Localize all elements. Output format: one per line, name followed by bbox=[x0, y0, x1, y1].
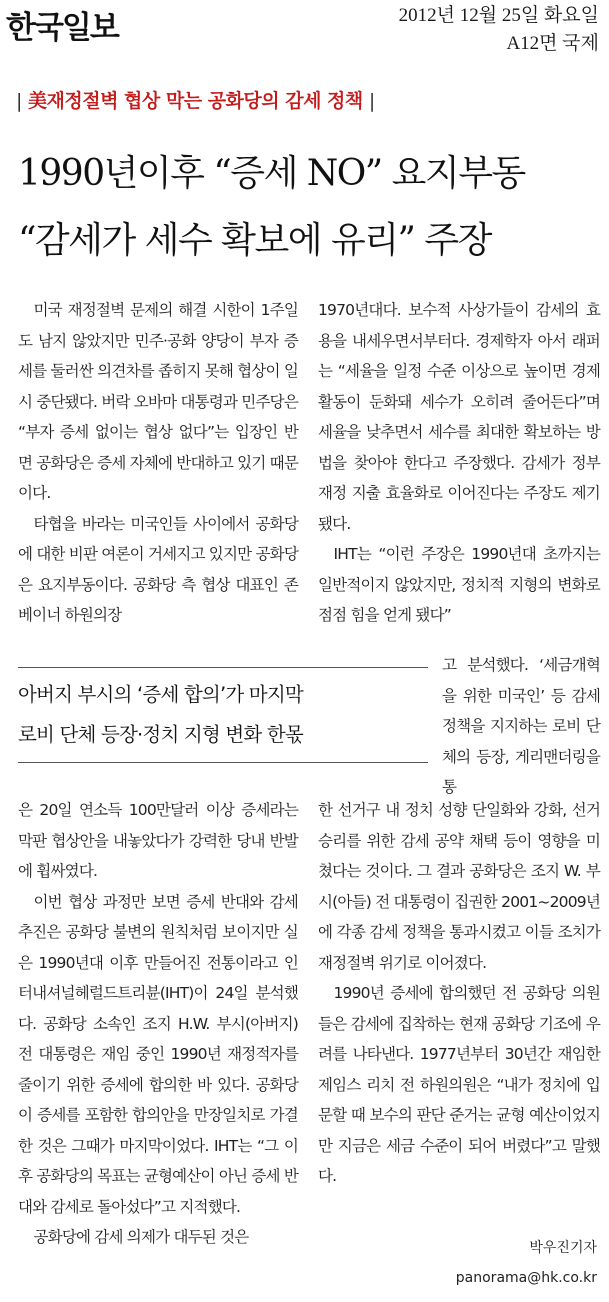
publication-date: 2012년 12월 25일 화요일 bbox=[398, 5, 599, 26]
byline bbox=[456, 1233, 597, 1293]
subhead-top-rule bbox=[18, 667, 428, 668]
article-column-2-bottom bbox=[318, 795, 600, 1192]
kicker-bar-right: | bbox=[368, 90, 375, 112]
subhead-line-2: 로비 단체 등장·정치 지형 변화 한몫 bbox=[18, 723, 303, 746]
kicker-text: 美재정절벽 협상 막는 공화당의 감세 정책 bbox=[28, 90, 363, 112]
subhead-bottom-rule bbox=[18, 762, 428, 763]
kicker bbox=[16, 86, 516, 113]
newspaper-logo: 한국일보 bbox=[6, 10, 118, 46]
page-section: A12면 국제 bbox=[506, 33, 599, 54]
kicker-bar-left: | bbox=[16, 90, 22, 112]
masthead bbox=[0, 0, 609, 62]
paragraph: 한 선거구 내 정치 성향 단일화와 강화, 선거 승리를 위한 감세 공약 채택 등이 영향을 미쳤다는 것이다. 그 결과 공화당은 조지 W. 부시(아들) 전 대통령이 집권한 2001~2009년에 각종 감세 정책을 통과시켰고 이들 조치가 재정절벽 위기로 이어졌다. bbox=[318, 801, 600, 972]
paragraph: 1990년 증세에 합의했던 전 공화당 의원들은 감세에 집착하는 현재 공화당 기조에 우려를 나타낸다. 1977년부터 30년간 재임한 제임스 리치 전 하원의원은 “내가 정치에 입문할 때 보수의 판단 준거는 균형 예산이었지만 지금은 세금 수준이 되어 버렸다”고 말했다. bbox=[318, 984, 600, 1185]
reporter-name: 박우진기자 bbox=[529, 1240, 597, 1256]
reporter-email: panorama@hk.co.kr bbox=[455, 1270, 597, 1286]
article-column-2-top bbox=[318, 295, 600, 631]
paragraph: 고 분석했다. ‘세금개혁을 위한 미국인’ 등 감세 정책을 지지하는 로비 단체의 등장, 게리맨더링을 통 bbox=[442, 656, 600, 796]
article-column-2-narrow bbox=[442, 650, 600, 803]
paragraph: IHT는 “이런 주장은 1990년대 초까지는 일반적이지 않았지만, 정치적 지형의 변화로 점점 힘을 얻게 됐다” bbox=[318, 545, 600, 624]
subheadline bbox=[18, 675, 428, 755]
paragraph: 타협을 바라는 미국인들 사이에서 공화당에 대한 비판 여론이 거세지고 있지만 공화당은 요지부동이다. 공화당 측 협상 대표인 존 베이너 하원의장 bbox=[18, 514, 298, 624]
article-column-1-bottom bbox=[18, 795, 298, 1253]
headline-line-1: 1990년이후 “증세 NO” 요지부동 bbox=[18, 153, 525, 194]
headline-line-2: “감세가 세수 확보에 유리” 주장 bbox=[18, 220, 491, 261]
paragraph: 미국 재정절벽 문제의 해결 시한이 1주일도 남지 않았지만 민주·공화 양당이 부자 증세를 둘러싼 의견차를 좁히지 못해 협상이 일시 중단됐다. 버락 오바마 대통령과 민주당은 “부자 증세 없이는 협상 없다”는 입장인 반면 공화당은 증세 자체에 반대하고 있기 때문이다. bbox=[18, 301, 298, 502]
paragraph: 이번 협상 과정만 보면 증세 반대와 감세 추진은 공화당 불변의 원칙처럼 보이지만 실은 1990년대 이후 만들어진 전통이라고 인터내셔널헤럴드트리뷴(IHT)이 24일 분석했다. 공화당 소속인 조지 H.W. 부시(아버지) 전 대통령은 재임 중인 1990년 재정적자를 줄이기 위한 증세에 합의한 바 있다. 공화당이 증세를 포함한 합의안을 만장일치로 가결한 것은 그때가 마지막이었다. IHT는 “그 이후 공화당의 목표는 균형예산이 아닌 증세 반대와 감세로 돌아섰다”고 지적했다. bbox=[18, 892, 298, 1216]
paragraph: 은 20일 연소득 100만달러 이상 증세라는 막판 협상안을 내놓았다가 강력한 당내 반발에 휩싸였다. bbox=[18, 801, 298, 880]
article-column-1-top bbox=[18, 295, 298, 631]
paragraph: 공화당에 감세 의제가 대두된 것은 bbox=[33, 1228, 249, 1246]
dateline bbox=[399, 2, 599, 58]
subhead-line-1: 아버지 부시의 ‘증세 합의’가 마지막 bbox=[18, 683, 303, 706]
paragraph: 1970년대다. 보수적 사상가들이 감세의 효용을 내세우면서부터다. 경제학자 아서 래퍼는 “세율을 일정 수준 이상으로 높이면 경제 활동이 둔화돼 세수가 오히려 줄어든다”며 세율을 낮추면서 세수를 최대한 확보하는 방법을 찾아야 한다고 주장했다. 감세가 정부 재정 지출 효율화로 이어진다는 주장도 제기됐다. bbox=[318, 301, 600, 533]
